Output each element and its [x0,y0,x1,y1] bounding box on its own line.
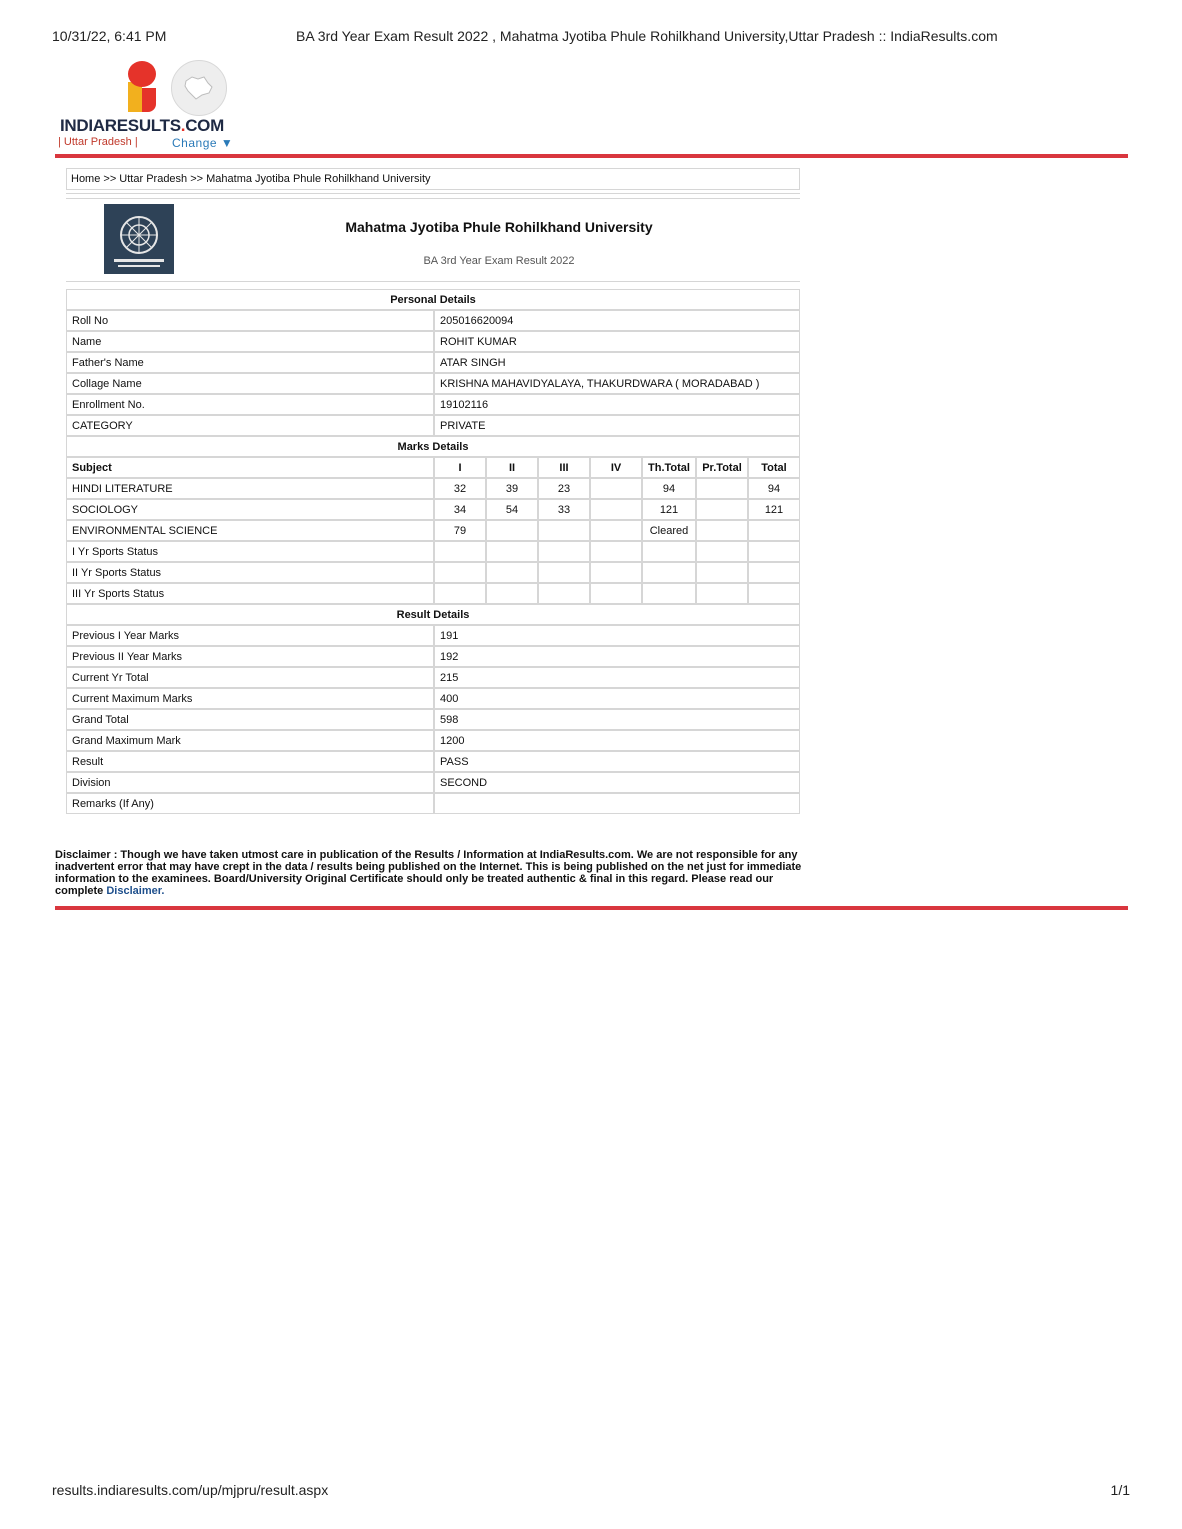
mark-cell: 79 [434,520,486,541]
mark-cell: 54 [486,499,538,520]
mark-cell: 121 [642,499,696,520]
mark-cell [486,583,538,604]
mark-cell [486,562,538,583]
disclaimer-link[interactable]: Disclaimer. [106,885,165,897]
mark-cell [696,541,748,562]
table-row [66,541,800,562]
university-seal-icon [104,204,174,274]
table-row [66,394,800,415]
table-row [66,373,800,394]
table-row [66,415,800,436]
mark-cell [642,583,696,604]
disclaimer [55,849,807,897]
mark-cell: 33 [538,499,590,520]
university-header [66,199,800,282]
col-header: II [486,457,538,478]
row-value: 400 [434,688,800,709]
row-label: Remarks (If Any) [66,793,434,814]
mark-cell [590,478,642,499]
row-label: Name [66,331,434,352]
top-divider [55,154,1128,158]
row-value: 191 [434,625,800,646]
mark-cell: 94 [642,478,696,499]
personal-details-table [66,289,800,436]
disclaimer-text: Disclaimer : Though we have taken utmost care in publication of the Results / Information at IndiaResults.com. We are not responsible for any inadvertent error that may have crept in the data / results being published on the Internet. This is being published on the net just for immediate information to the examinees. Board/University Original Certificate should only be treated authentic & final in this regard. Please read our complete [55,849,802,897]
col-header: Th.Total [642,457,696,478]
print-datetime: 10/31/22, 6:41 PM [52,28,167,44]
mark-cell [696,562,748,583]
mark-cell: 121 [748,499,800,520]
col-header: Total [748,457,800,478]
result-content [66,168,800,814]
row-value: KRISHNA MAHAVIDYALAYA, THAKURDWARA ( MORADABAD ) [434,373,800,394]
col-header: I [434,457,486,478]
row-value: 215 [434,667,800,688]
logo-figure-shape [142,88,156,112]
mark-cell [434,583,486,604]
table-row [66,730,800,751]
mark-cell [538,562,590,583]
mark-cell [486,520,538,541]
print-url: results.indiaresults.com/up/mjpru/result.aspx [52,1482,329,1498]
mark-cell [590,520,642,541]
table-row [66,499,800,520]
mark-cell [434,562,486,583]
table-row [66,646,800,667]
table-row [66,331,800,352]
subject-cell: II Yr Sports Status [66,562,434,583]
table-row [66,772,800,793]
row-label: Result [66,751,434,772]
col-header: III [538,457,590,478]
row-label: Father's Name [66,352,434,373]
row-value: PASS [434,751,800,772]
row-label: Current Maximum Marks [66,688,434,709]
print-page-title: BA 3rd Year Exam Result 2022 , Mahatma Jyotiba Phule Rohilkhand University,Uttar Pradesh :: IndiaResults.com [296,28,998,44]
mark-cell [748,562,800,583]
mark-cell [642,562,696,583]
table-row [66,709,800,730]
bottom-divider [55,906,1128,910]
mark-cell [538,520,590,541]
row-value: SECOND [434,772,800,793]
row-label: Enrollment No. [66,394,434,415]
mark-cell [748,520,800,541]
subject-cell: HINDI LITERATURE [66,478,434,499]
mark-cell [696,478,748,499]
row-label: Previous II Year Marks [66,646,434,667]
mark-cell [696,520,748,541]
marks-details-table [66,436,800,604]
brand-tld: COM [185,116,224,135]
col-header: Pr.Total [696,457,748,478]
mark-cell: 23 [538,478,590,499]
university-name: Mahatma Jyotiba Phule Rohilkhand University [345,219,653,235]
row-value: 205016620094 [434,310,800,331]
table-row [66,352,800,373]
row-value: PRIVATE [434,415,800,436]
result-details-table [66,604,800,814]
row-label: Grand Total [66,709,434,730]
row-value: ATAR SINGH [434,352,800,373]
logo-dot-shape [128,61,156,87]
row-value: 598 [434,709,800,730]
row-label: Current Yr Total [66,667,434,688]
row-label: Previous I Year Marks [66,625,434,646]
table-row [66,751,800,772]
table-row [66,688,800,709]
table-row [66,583,800,604]
table-row [66,625,800,646]
col-header: Subject [66,457,434,478]
mark-cell: 34 [434,499,486,520]
subject-cell: ENVIRONMENTAL SCIENCE [66,520,434,541]
exam-name: BA 3rd Year Exam Result 2022 [423,255,575,267]
change-state-link[interactable]: Change ▼ [172,136,234,150]
print-page-number: 1/1 [1110,1482,1130,1498]
brand-name [60,116,224,136]
mark-cell [696,583,748,604]
mark-cell [434,541,486,562]
mark-cell [642,541,696,562]
section-title: Personal Details [66,289,800,310]
table-row [66,520,800,541]
table-row [66,310,800,331]
mark-cell [538,541,590,562]
mark-cell: 32 [434,478,486,499]
table-row [66,667,800,688]
mark-cell [590,562,642,583]
mark-cell: 94 [748,478,800,499]
col-header: IV [590,457,642,478]
row-label: Collage Name [66,373,434,394]
mark-cell [538,583,590,604]
marks-header-row [66,457,800,478]
mark-cell [590,583,642,604]
site-logo[interactable] [58,58,248,150]
mark-cell [486,541,538,562]
mark-cell [748,583,800,604]
state-label: | Uttar Pradesh | [58,136,138,148]
row-value: 192 [434,646,800,667]
section-title: Marks Details [66,436,800,457]
mark-cell: Cleared [642,520,696,541]
row-label: Grand Maximum Mark [66,730,434,751]
row-value [434,793,800,814]
mark-cell [696,499,748,520]
mark-cell [748,541,800,562]
row-value: ROHIT KUMAR [434,331,800,352]
section-title: Result Details [66,604,800,625]
row-label: Division [66,772,434,793]
subject-cell: I Yr Sports Status [66,541,434,562]
subject-cell: III Yr Sports Status [66,583,434,604]
mark-cell [590,541,642,562]
mark-cell: 39 [486,478,538,499]
table-row [66,478,800,499]
brand-main: INDIARESULTS [60,116,181,135]
mark-cell [590,499,642,520]
row-value: 1200 [434,730,800,751]
subject-cell: SOCIOLOGY [66,499,434,520]
table-row [66,562,800,583]
table-row [66,793,800,814]
state-map-icon[interactable] [171,60,227,116]
row-label: Roll No [66,310,434,331]
brand-dot: . [180,116,186,135]
row-value: 19102116 [434,394,800,415]
breadcrumb[interactable]: Home >> Uttar Pradesh >> Mahatma Jyotiba Phule Rohilkhand University [66,168,800,190]
row-label: CATEGORY [66,415,434,436]
